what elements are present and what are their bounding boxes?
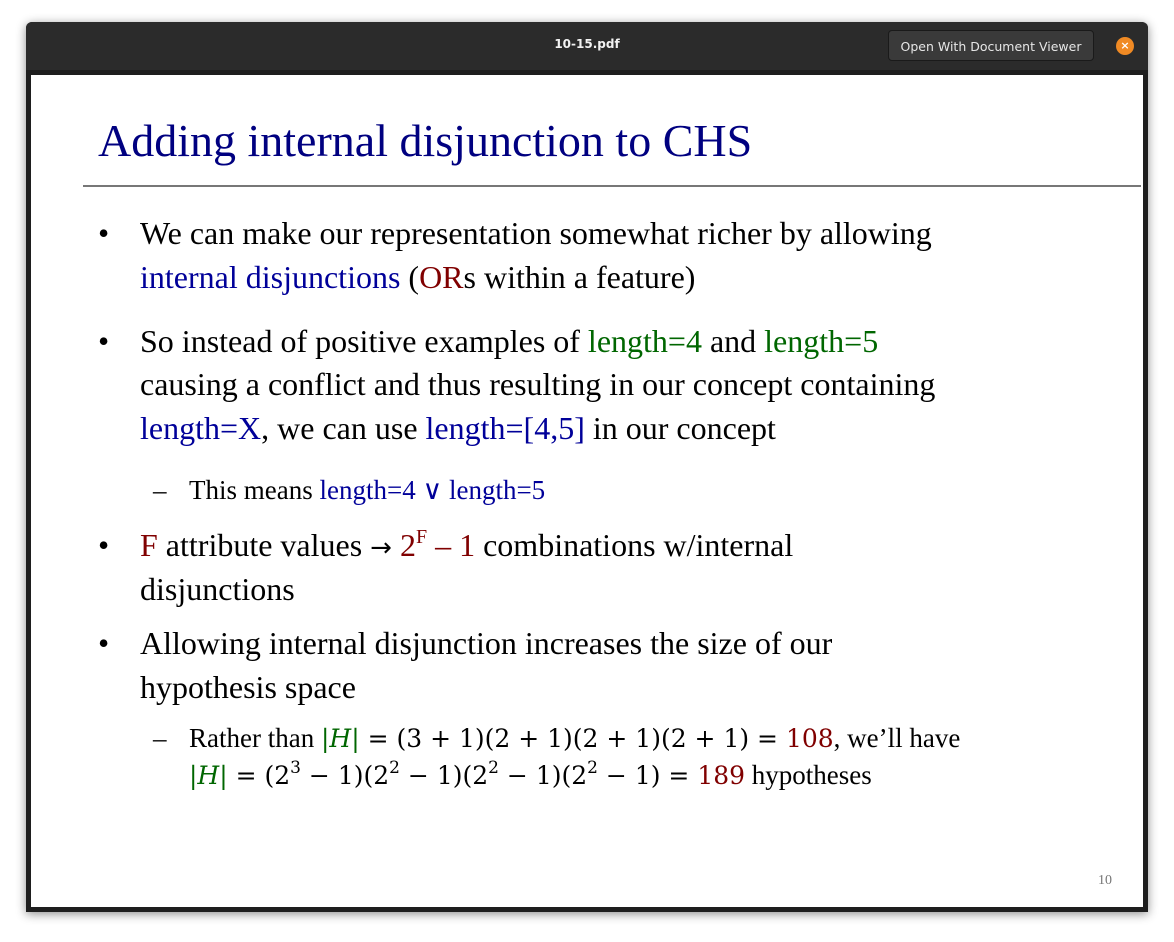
or-term: OR xyxy=(419,259,464,295)
bullet-2-text-a: So instead of positive examples of xyxy=(140,323,588,359)
pdf-page xyxy=(31,75,1143,907)
bullet-4-line-2: hypothesis space xyxy=(140,669,356,705)
bullet-4-marker: • xyxy=(98,625,110,661)
exponent-2: 2 xyxy=(389,758,400,778)
length-range-term: length=[4,5] xyxy=(425,410,585,446)
title-bar xyxy=(26,22,1148,70)
bullet-2-and: and xyxy=(701,323,765,359)
bullet-2-line-3 xyxy=(140,409,776,447)
bullet-1-tail: s within a feature) xyxy=(463,259,696,295)
length-5-term: length=5 xyxy=(764,323,879,359)
internal-disjunctions-term: internal disjunctions xyxy=(140,259,401,295)
sub-bullet-1 xyxy=(189,474,545,506)
open-with-document-viewer-button[interactable]: Open With Document Viewer xyxy=(888,30,1094,61)
bullet-3-line-2: disjunctions xyxy=(140,571,295,607)
this-means-text: This means xyxy=(189,475,320,505)
sub-bullet-2-marker: – xyxy=(153,723,167,753)
sub-bullet-2-line-1 xyxy=(189,722,960,754)
h-size-symbol: |H| xyxy=(320,724,360,753)
bullet-2-marker: • xyxy=(98,323,110,359)
bullet-2-line-2: causing a conflict and thus resulting in our concept containing xyxy=(140,366,936,402)
expr-part-1: = (2 xyxy=(227,761,291,790)
f-term: F xyxy=(140,527,158,563)
expr-part-3: − 1)(2 xyxy=(399,761,489,790)
minus-one: – 1 xyxy=(427,527,476,563)
h-size-symbol-2: |H| xyxy=(189,761,228,790)
arrow-icon: → xyxy=(370,533,392,563)
rather-than-text: Rather than xyxy=(189,723,321,753)
length-4-term: length=4 xyxy=(587,323,702,359)
exponent-1: 3 xyxy=(290,758,301,778)
bullet-2-end: in our concept xyxy=(584,410,776,446)
slide-title: Adding internal disjunction to CHS xyxy=(98,115,753,166)
page-number: 10 xyxy=(1098,873,1112,888)
expr-part-5: − 1) = xyxy=(597,761,698,790)
window-title: 10-15.pdf xyxy=(554,37,620,51)
power-exponent: F xyxy=(415,526,428,548)
attribute-values-text: attribute values xyxy=(157,527,371,563)
exponent-4: 2 xyxy=(587,758,598,778)
bullet-1-line-1: We can make our representation somewhat richer by allowing xyxy=(140,215,932,251)
sub-bullet-1-marker: – xyxy=(153,475,167,505)
bullet-2-line-1 xyxy=(140,322,878,360)
bullet-3-line-1 xyxy=(140,526,793,564)
sub-bullet-2-line-2 xyxy=(189,759,872,791)
length-x-term: length=X xyxy=(140,410,262,446)
combinations-text: combinations w/internal xyxy=(475,527,794,563)
bullet-1-marker: • xyxy=(98,215,110,251)
expr-part-2: − 1)(2 xyxy=(300,761,390,790)
bullet-3-marker: • xyxy=(98,527,110,563)
bullet-4-line-1: Allowing internal disjunction increases the size of our xyxy=(140,625,833,661)
well-have-text: , we’ll have xyxy=(833,723,961,753)
expr-part-4: − 1)(2 xyxy=(498,761,588,790)
bullet-1-line-2 xyxy=(140,258,695,296)
close-icon[interactable]: × xyxy=(1116,37,1134,55)
value-189: 189 xyxy=(697,761,746,790)
value-108: 108 xyxy=(785,724,834,753)
paren-open: ( xyxy=(400,259,420,295)
hypotheses-text: hypotheses xyxy=(745,760,872,790)
power-base: 2 xyxy=(391,527,416,563)
title-divider xyxy=(83,185,1141,187)
exponent-3: 2 xyxy=(488,758,499,778)
disjunction-expression: length=4 ∨ length=5 xyxy=(319,475,546,505)
bullet-2-mid: , we can use xyxy=(261,410,426,446)
hypothesis-expression-1: = (3 + 1)(2 + 1)(2 + 1)(2 + 1) = xyxy=(359,724,786,753)
document-window xyxy=(26,22,1148,912)
